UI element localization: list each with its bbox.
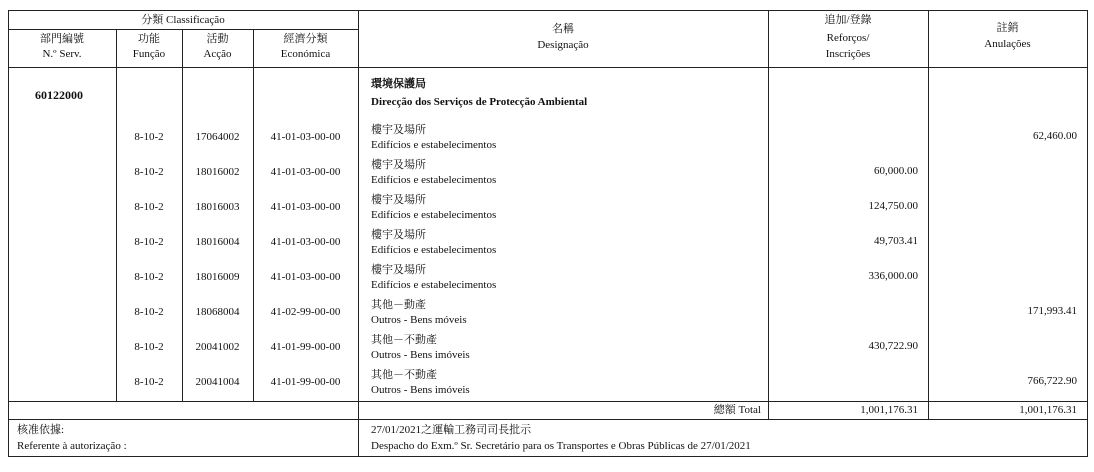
footer-ref-zh: 核准依據: (17, 424, 65, 436)
header-anulacoes-zh: 註銷 (996, 22, 1019, 34)
cell-designacao-zh: 樓宇及場所 (371, 264, 426, 276)
header-economica-pt: Económica (280, 48, 331, 60)
footer-ref-pt: Referente à autorização : (17, 440, 127, 452)
cell-economica: 41-01-03-00-00 (270, 236, 341, 248)
cell-accao: 20041004 (195, 376, 240, 388)
header-accao-zh: 活動 (206, 33, 229, 45)
cell-accao: 18016009 (195, 271, 240, 283)
header-anulacoes-pt: Anulações (984, 38, 1031, 50)
header-designacao-pt: Designação (537, 39, 589, 51)
cell-economica: 41-02-99-00-00 (270, 306, 341, 318)
cell-designacao-pt: Edifícios e estabelecimentos (371, 139, 497, 151)
cell-anulacoes: 171,993.41 (1027, 305, 1077, 317)
cell-accao: 18016003 (195, 201, 240, 213)
cell-designacao-zh: 樓宇及場所 (371, 124, 426, 136)
cell-funcao: 8-10-2 (134, 131, 164, 143)
rule-body-bottom (8, 401, 1088, 402)
cell-designacao-pt: Edifícios e estabelecimentos (371, 244, 497, 256)
header-economica-zh: 經濟分類 (283, 33, 328, 45)
header-accao-pt: Acção (203, 48, 232, 60)
cell-reforcos: 124,750.00 (868, 200, 918, 212)
header-reforcos-zh: 追加/登錄 (824, 14, 872, 26)
cell-reforcos: 336,000.00 (868, 270, 918, 282)
department-name-zh: 環境保護局 (371, 78, 426, 90)
cell-accao: 18016004 (195, 236, 240, 248)
cell-reforcos: 60,000.00 (874, 165, 918, 177)
header-nserv-zh: 部門編號 (40, 33, 84, 45)
rule-col5 (768, 10, 769, 419)
header-reforcos-pt2: Inscrições (825, 48, 871, 60)
department-name-pt: Direcção dos Serviços de Protecção Ambiental (371, 96, 588, 108)
rule-bottom (8, 456, 1088, 457)
cell-anulacoes: 62,460.00 (1033, 130, 1077, 142)
cell-anulacoes: 766,722.90 (1027, 375, 1077, 387)
header-funcao-zh: 功能 (138, 33, 160, 45)
cell-economica: 41-01-99-00-00 (270, 341, 341, 353)
cell-designacao-pt: Outros - Bens imóveis (371, 384, 470, 396)
cell-funcao: 8-10-2 (134, 271, 164, 283)
cell-economica: 41-01-03-00-00 (270, 166, 341, 178)
cell-designacao-pt: Edifícios e estabelecimentos (371, 279, 497, 291)
cell-accao: 18016002 (195, 166, 240, 178)
cell-economica: 41-01-03-00-00 (270, 201, 341, 213)
rule-col6 (928, 10, 929, 419)
cell-funcao: 8-10-2 (134, 166, 164, 178)
rule-col4 (358, 10, 359, 456)
rule-right (1087, 10, 1088, 456)
cell-funcao: 8-10-2 (134, 201, 164, 213)
cell-funcao: 8-10-2 (134, 376, 164, 388)
rule-left (8, 10, 9, 456)
cell-reforcos: 430,722.90 (868, 340, 918, 352)
cell-economica: 41-01-03-00-00 (270, 271, 341, 283)
cell-designacao-zh: 樓宇及場所 (371, 194, 426, 206)
cell-economica: 41-01-99-00-00 (270, 376, 341, 388)
cell-economica: 41-01-03-00-00 (270, 131, 341, 143)
rule-header-bottom (8, 67, 1088, 68)
total-anulacoes: 1,001,176.31 (1019, 404, 1077, 416)
rule-top (8, 10, 1088, 11)
cell-designacao-zh: 樓宇及場所 (371, 229, 426, 241)
cell-designacao-zh: 其他－動產 (371, 299, 426, 311)
cell-designacao-pt: Edifícios e estabelecimentos (371, 174, 497, 186)
footer-despacho-zh: 27/01/2021之運輸工務司司長批示 (371, 424, 532, 436)
cell-designacao-zh: 樓宇及場所 (371, 159, 426, 171)
cell-funcao: 8-10-2 (134, 306, 164, 318)
header-classification: 分類 Classificação (141, 14, 225, 26)
cell-designacao-pt: Outros - Bens móveis (371, 314, 467, 326)
total-reforcos: 1,001,176.31 (860, 404, 918, 416)
cell-designacao-zh: 其他－不動產 (371, 334, 437, 346)
rule-classification (8, 29, 358, 30)
header-designacao-zh: 名稱 (552, 23, 574, 35)
cell-designacao-pt: Outros - Bens imóveis (371, 349, 470, 361)
cell-accao: 20041002 (195, 341, 240, 353)
cell-funcao: 8-10-2 (134, 341, 164, 353)
total-label: 總額 Total (713, 404, 761, 416)
rule-total-bottom (8, 419, 1088, 420)
cell-designacao-pt: Edifícios e estabelecimentos (371, 209, 497, 221)
header-nserv-pt: N.º Serv. (42, 48, 82, 60)
cell-funcao: 8-10-2 (134, 236, 164, 248)
header-reforcos-pt1: Reforços/ (826, 32, 870, 44)
department-code: 60122000 (35, 88, 83, 102)
cell-accao: 17064002 (195, 131, 240, 143)
cell-reforcos: 49,703.41 (874, 235, 918, 247)
cell-designacao-zh: 其他－不動產 (371, 369, 437, 381)
header-funcao-pt: Função (132, 48, 166, 60)
footer-despacho-pt: Despacho do Exm.º Sr. Secretário para os Transportes e Obras Públicas de 27/01/2021 (371, 440, 751, 452)
cell-accao: 18068004 (195, 306, 240, 318)
